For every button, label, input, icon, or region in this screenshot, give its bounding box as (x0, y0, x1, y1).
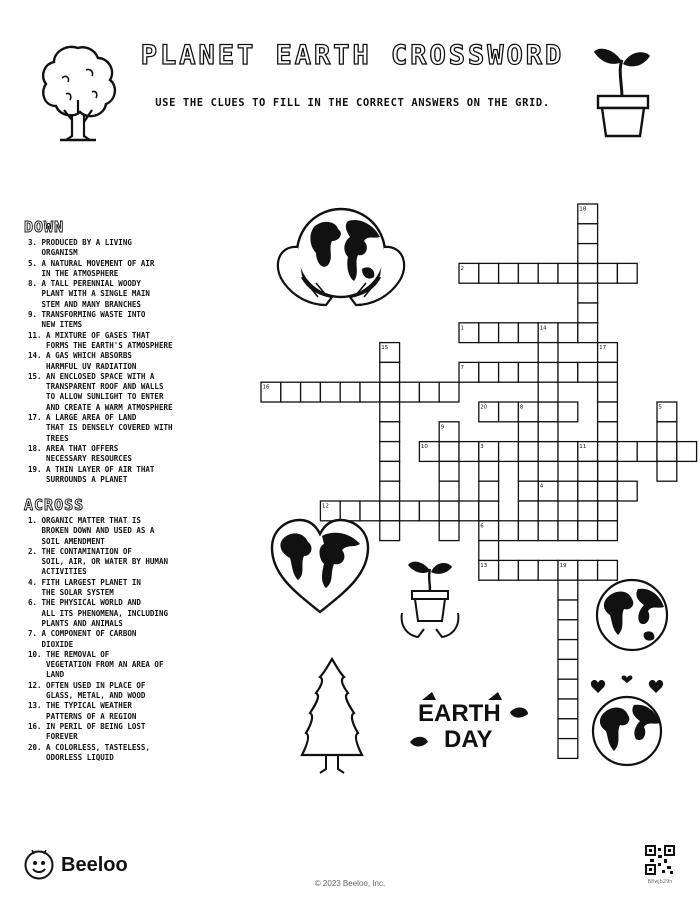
grid-cell[interactable] (439, 461, 459, 481)
grid-cell[interactable] (598, 402, 618, 422)
grid-cell[interactable] (538, 521, 558, 541)
grid-cell[interactable] (518, 461, 538, 481)
grid-cell[interactable] (578, 461, 598, 481)
grid-cell[interactable] (301, 382, 321, 402)
clue-number: 7 (460, 364, 464, 371)
grid-cell[interactable] (499, 442, 519, 462)
clue-number: 1 (460, 325, 464, 332)
grid-cell[interactable] (657, 461, 677, 481)
grid-cell[interactable] (558, 580, 578, 600)
grid-cell[interactable] (479, 323, 499, 343)
across-clue: 20. A COLORLESS, TASTELESS, ODORLESS LIQUID (28, 742, 150, 762)
grid-cell[interactable] (578, 362, 598, 382)
grid-cell[interactable] (558, 442, 578, 462)
grid-cell[interactable] (380, 442, 400, 462)
clue-number: 13 (480, 562, 488, 569)
grid-cell[interactable] (538, 362, 558, 382)
grid-cell[interactable] (558, 640, 578, 660)
grid-cell[interactable] (320, 382, 340, 402)
clue-number: 6 (480, 523, 484, 530)
grid-cell[interactable] (558, 739, 578, 759)
grid-cell[interactable] (479, 501, 499, 521)
grid-cell[interactable] (558, 402, 578, 422)
down-clue: 11. A MIXTURE OF GASES THAT FORMS THE EARTH'S ATMOSPHERE (28, 330, 173, 350)
down-clue: 14. A GAS WHICH ABSORBS HARMFUL UV RADIATION (28, 351, 137, 371)
grid-cell[interactable] (677, 442, 697, 462)
grid-cell[interactable] (538, 382, 558, 402)
brand-logo (24, 850, 128, 880)
across-clue: 1. ORGANIC MATTER THAT IS BROKEN DOWN AND USED AS A SOIL AMENDMENT (28, 516, 155, 546)
grid-cell[interactable] (380, 422, 400, 442)
plant-in-hands-icon (396, 555, 464, 643)
grid-cell[interactable] (538, 263, 558, 283)
grid-cell[interactable] (380, 402, 400, 422)
grid-cell[interactable] (518, 422, 538, 442)
grid-cell[interactable] (518, 263, 538, 283)
down-heading: DOWN (24, 218, 65, 236)
across-clue: 12. OFTEN USED IN PLACE OF GLASS, METAL, AND WOOD (28, 680, 146, 701)
grid-cell[interactable] (598, 263, 618, 283)
globe-hearts-icon (584, 675, 670, 775)
across-clue: 13. THE TYPICAL WEATHER PATTERNS OF A REGION (28, 701, 137, 721)
grid-cell[interactable] (598, 442, 618, 462)
grid-cell[interactable] (578, 481, 598, 501)
instructions: USE THE CLUES TO FILL IN THE CORRECT ANSWERS ON THE GRID. (155, 97, 550, 109)
down-clue: 5. A NATURAL MOVEMENT OF AIR IN THE ATMOSPHERE (28, 258, 155, 278)
globe-in-hands-icon (270, 207, 412, 313)
grid-cell[interactable] (499, 323, 519, 343)
grid-cell[interactable] (518, 362, 538, 382)
grid-cell[interactable] (558, 719, 578, 739)
grid-cell[interactable] (479, 481, 499, 501)
grid-cell[interactable] (380, 461, 400, 481)
grid-cell[interactable] (439, 501, 459, 521)
grid-cell[interactable] (617, 263, 637, 283)
grid-cell[interactable] (499, 521, 519, 541)
grid-cell[interactable] (558, 699, 578, 719)
down-clue: 8. A TALL PERENNIAL WOODY PLANT WITH A SINGLE MAIN STEM AND MANY BRANCHES (28, 279, 150, 309)
grid-cell[interactable] (459, 501, 479, 521)
grid-cell[interactable] (518, 323, 538, 343)
grid-cell[interactable] (558, 659, 578, 679)
grid-cell[interactable] (499, 402, 519, 422)
grid-cell[interactable] (617, 442, 637, 462)
grid-cell[interactable] (538, 501, 558, 521)
down-clue: 3. PRODUCED BY A LIVING ORGANISM (28, 238, 132, 258)
grid-cell[interactable] (518, 560, 538, 580)
grid-cell[interactable] (419, 382, 439, 402)
page-title: PLANET EARTH CROSSWORD (140, 40, 565, 71)
across-clue: 2. THE CONTAMINATION OF SOIL, AIR, OR WATER BY HUMAN ACTIVITIES (28, 546, 168, 577)
globe-icon (594, 577, 670, 653)
grid-cell[interactable] (538, 560, 558, 580)
grid-cell[interactable] (598, 382, 618, 402)
grid-cell[interactable] (538, 343, 558, 363)
grid-cell[interactable] (439, 382, 459, 402)
grid-cell[interactable] (598, 362, 618, 382)
earth-day-logo (410, 690, 528, 756)
grid-cell[interactable] (439, 442, 459, 462)
grid-cell[interactable] (578, 521, 598, 541)
grid-cell[interactable] (518, 501, 538, 521)
grid-cell[interactable] (558, 362, 578, 382)
grid-cell[interactable] (558, 323, 578, 343)
clue-number: 19 (559, 562, 567, 569)
clue-number: 8 (519, 404, 524, 411)
grid-cell[interactable] (360, 382, 380, 402)
clue-number: 4 (539, 483, 544, 490)
bee-icon (24, 850, 54, 880)
grid-cell[interactable] (380, 362, 400, 382)
grid-cell[interactable] (499, 560, 519, 580)
grid-cell[interactable] (558, 263, 578, 283)
heart-globe-icon (268, 516, 372, 616)
clue-number: 16 (262, 384, 270, 391)
grid-cell[interactable] (538, 402, 558, 422)
grid-cell[interactable] (637, 442, 657, 462)
across-clue: 10. THE REMOVAL OF VEGETATION FROM AN AREA OF LAND (28, 649, 164, 680)
grid-cell[interactable] (578, 283, 598, 303)
grid-cell[interactable] (400, 382, 420, 402)
across-clue: 6. THE PHYSICAL WORLD AND ALL ITS PHENOMENA, INCLUDING PLANTS AND ANIMALS (28, 598, 168, 628)
grid-cell[interactable] (419, 501, 439, 521)
clue-number: 20 (480, 404, 488, 411)
grid-cell[interactable] (380, 382, 400, 402)
earth-day-top-text: EARTH (418, 700, 501, 727)
grid-cell[interactable] (439, 481, 459, 501)
clue-number: 2 (460, 265, 464, 272)
down-clue: 15. AN ENCLOSED SPACE WITH A TRANSPARENT ROOF AND WALLS TO ALLOW SUNLIGHT TO ENTER AND CREATE A WARM ATMOSPHERE (28, 371, 173, 412)
grid-cell[interactable] (598, 481, 618, 501)
qr-code-icon (645, 845, 675, 875)
down-clue: 19. A THIN LAYER OF AIR THAT SURROUNDS A PLANET (28, 464, 155, 484)
clue-number: 3 (480, 444, 484, 451)
grid-cell[interactable] (538, 442, 558, 462)
down-clue: 9. TRANSFORMING WASTE INTO NEW ITEMS (28, 310, 146, 330)
across-heading: ACROSS (24, 496, 85, 514)
grid-cell[interactable] (499, 263, 519, 283)
clue-number: 14 (539, 325, 547, 332)
grid-cell[interactable] (578, 501, 598, 521)
grid-cell[interactable] (598, 501, 618, 521)
grid-cell[interactable] (538, 422, 558, 442)
grid-cell[interactable] (400, 501, 420, 521)
grid-cell[interactable] (439, 521, 459, 541)
grid-cell[interactable] (538, 461, 558, 481)
clue-number: 15 (381, 345, 389, 352)
across-clue: 4. FITH LARGEST PLANET IN THE SOLAR SYSTEM (28, 577, 141, 598)
grid-cell[interactable] (479, 362, 499, 382)
clue-number: 10 (420, 444, 428, 451)
grid-cell[interactable] (657, 442, 677, 462)
grid-cell[interactable] (380, 501, 400, 521)
clue-number: 18 (579, 206, 587, 213)
grid-cell[interactable] (558, 481, 578, 501)
grid-cell[interactable] (598, 461, 618, 481)
grid-cell[interactable] (558, 620, 578, 640)
clue-number: 11 (579, 444, 587, 451)
brand-name: Beeloo (61, 853, 128, 876)
grid-cell[interactable] (558, 600, 578, 620)
grid-cell[interactable] (518, 481, 538, 501)
clue-number: 5 (658, 404, 662, 411)
grid-cell[interactable] (380, 481, 400, 501)
grid-cell[interactable] (578, 303, 598, 323)
grid-cell[interactable] (380, 521, 400, 541)
grid-cell[interactable] (578, 263, 598, 283)
grid-cell[interactable] (518, 442, 538, 462)
grid-cell[interactable] (598, 422, 618, 442)
grid-cell[interactable] (598, 521, 618, 541)
across-clue: 7. A COMPONENT OF CARBON DIOXIDE (28, 629, 137, 649)
grid-cell[interactable] (459, 442, 479, 462)
grid-cell[interactable] (479, 541, 499, 561)
grid-cell[interactable] (578, 244, 598, 264)
grid-cell[interactable] (558, 521, 578, 541)
across-clue: 16. IN PERIL OF BEING LOST FOREVER (28, 721, 146, 742)
grid-cell[interactable] (518, 521, 538, 541)
copyright-text: © 2023 Beeloo, Inc. (314, 879, 386, 888)
grid-cell[interactable] (499, 362, 519, 382)
grid-cell[interactable] (340, 382, 360, 402)
clue-number: 17 (599, 345, 607, 352)
grid-cell[interactable] (281, 382, 301, 402)
down-clue: 18. AREA THAT OFFERS NECESSARY RESOURCES (28, 443, 132, 464)
grid-cell[interactable] (479, 263, 499, 283)
clue-number: 9 (440, 424, 445, 431)
qr-code-label: B8wjb29n (647, 879, 673, 885)
grid-cell[interactable] (578, 224, 598, 244)
earth-day-bottom-text: DAY (444, 726, 493, 753)
grid-cell[interactable] (558, 679, 578, 699)
pine-tree-icon (298, 655, 366, 777)
grid-cell[interactable] (657, 422, 677, 442)
clue-number: 12 (321, 503, 329, 510)
grid-cell[interactable] (617, 481, 637, 501)
down-clue: 17. A LARGE AREA OF LAND THAT IS DENSELY COVERED WITH TREES (28, 413, 173, 443)
grid-cell[interactable] (578, 323, 598, 343)
grid-cell[interactable] (479, 461, 499, 481)
